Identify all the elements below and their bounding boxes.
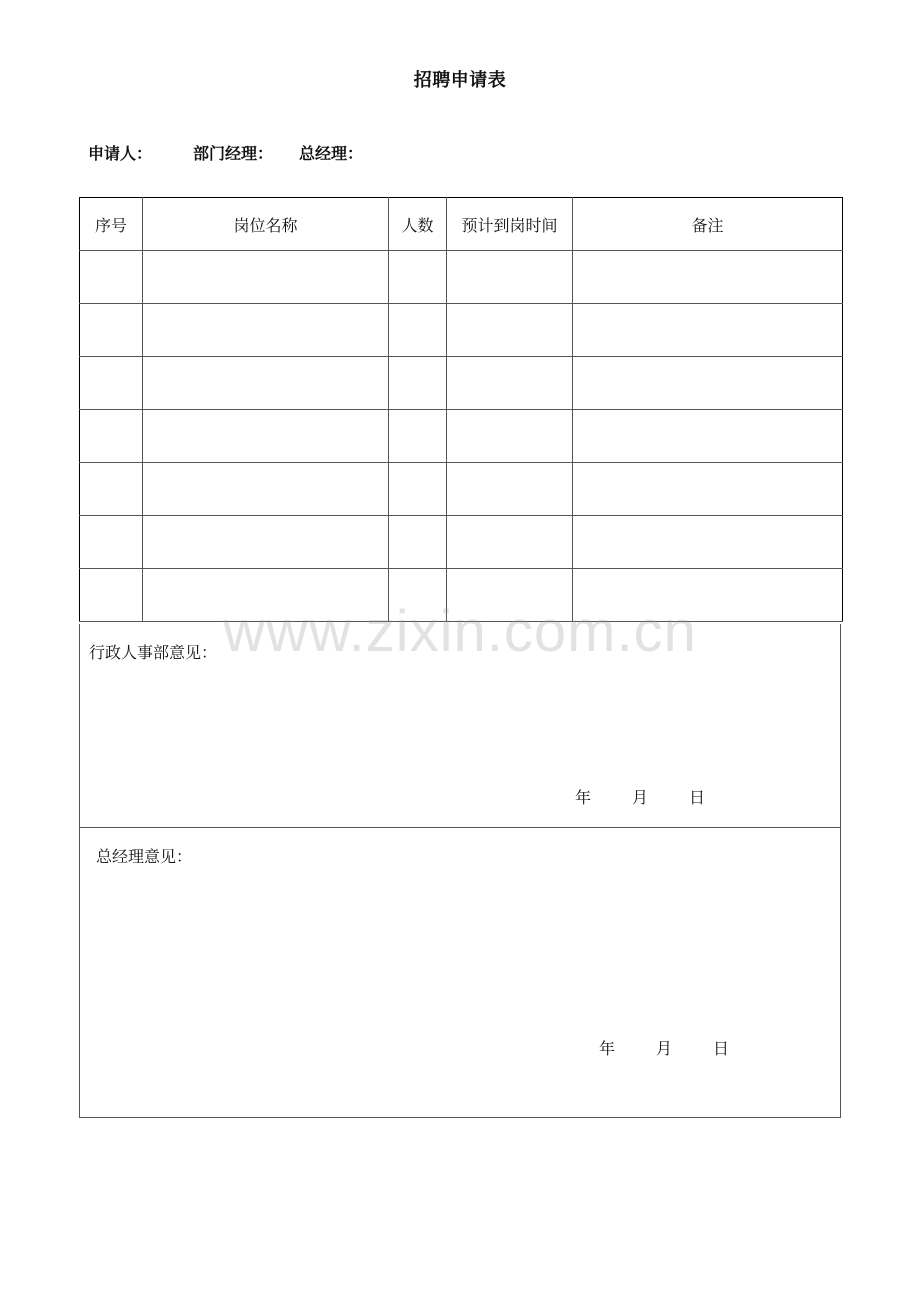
gm-date-month: 月 <box>656 1039 673 1058</box>
cell-position-name[interactable] <box>143 569 389 622</box>
cell-headcount[interactable] <box>389 304 447 357</box>
cell-expected-date[interactable] <box>447 304 573 357</box>
cell-remarks[interactable] <box>573 357 843 410</box>
hr-date-day: 日 <box>689 788 706 807</box>
table-row <box>80 463 843 516</box>
table-header-row <box>80 198 843 251</box>
cell-headcount[interactable] <box>389 569 447 622</box>
general-manager-label: 总经理： <box>299 144 364 163</box>
gm-opinion-box[interactable] <box>79 827 841 1118</box>
cell-headcount[interactable] <box>389 357 447 410</box>
dept-manager-label: 部门经理： <box>193 144 274 163</box>
cell-position-name[interactable] <box>143 304 389 357</box>
cell-headcount[interactable] <box>389 410 447 463</box>
cell-headcount[interactable] <box>389 463 447 516</box>
cell-headcount[interactable] <box>389 251 447 304</box>
cell-expected-date[interactable] <box>447 251 573 304</box>
cell-serial[interactable] <box>80 251 143 304</box>
table-row <box>80 569 843 622</box>
header-serial: 序号 <box>80 198 143 251</box>
applicant-label: 申请人： <box>88 144 153 163</box>
cell-serial[interactable] <box>80 304 143 357</box>
gm-date-year: 年 <box>599 1039 616 1058</box>
hr-date-month: 月 <box>632 788 649 807</box>
hr-opinion-box[interactable] <box>79 624 841 828</box>
hr-opinion-label: 行政人事部意见： <box>89 643 218 662</box>
cell-position-name[interactable] <box>143 516 389 569</box>
table-row <box>80 410 843 463</box>
header-headcount: 人数 <box>389 198 447 251</box>
header-expected-date: 预计到岗时间 <box>447 198 573 251</box>
cell-serial[interactable] <box>80 516 143 569</box>
cell-remarks[interactable] <box>573 463 843 516</box>
cell-expected-date[interactable] <box>447 569 573 622</box>
cell-remarks[interactable] <box>573 304 843 357</box>
cell-serial[interactable] <box>80 357 143 410</box>
table-row <box>80 251 843 304</box>
cell-serial[interactable] <box>80 410 143 463</box>
signers-line <box>88 141 363 164</box>
cell-headcount[interactable] <box>389 516 447 569</box>
gm-opinion-label: 总经理意见： <box>96 847 193 866</box>
cell-serial[interactable] <box>80 569 143 622</box>
cell-remarks[interactable] <box>573 569 843 622</box>
table-row <box>80 304 843 357</box>
cell-serial[interactable] <box>80 463 143 516</box>
header-position-name: 岗位名称 <box>143 198 389 251</box>
cell-remarks[interactable] <box>573 251 843 304</box>
cell-expected-date[interactable] <box>447 357 573 410</box>
cell-remarks[interactable] <box>573 410 843 463</box>
gm-date-day: 日 <box>713 1039 730 1058</box>
cell-position-name[interactable] <box>143 410 389 463</box>
cell-expected-date[interactable] <box>447 463 573 516</box>
cell-remarks[interactable] <box>573 516 843 569</box>
cell-position-name[interactable] <box>143 463 389 516</box>
cell-position-name[interactable] <box>143 357 389 410</box>
watermark-text: www.zixin.com.cn <box>223 599 697 664</box>
cell-position-name[interactable] <box>143 251 389 304</box>
hr-date-year: 年 <box>575 788 592 807</box>
position-table <box>79 197 843 622</box>
cell-expected-date[interactable] <box>447 410 573 463</box>
table-row <box>80 516 843 569</box>
cell-expected-date[interactable] <box>447 516 573 569</box>
form-title: 招聘申请表 <box>413 70 507 91</box>
table-row <box>80 357 843 410</box>
header-remarks: 备注 <box>573 198 843 251</box>
